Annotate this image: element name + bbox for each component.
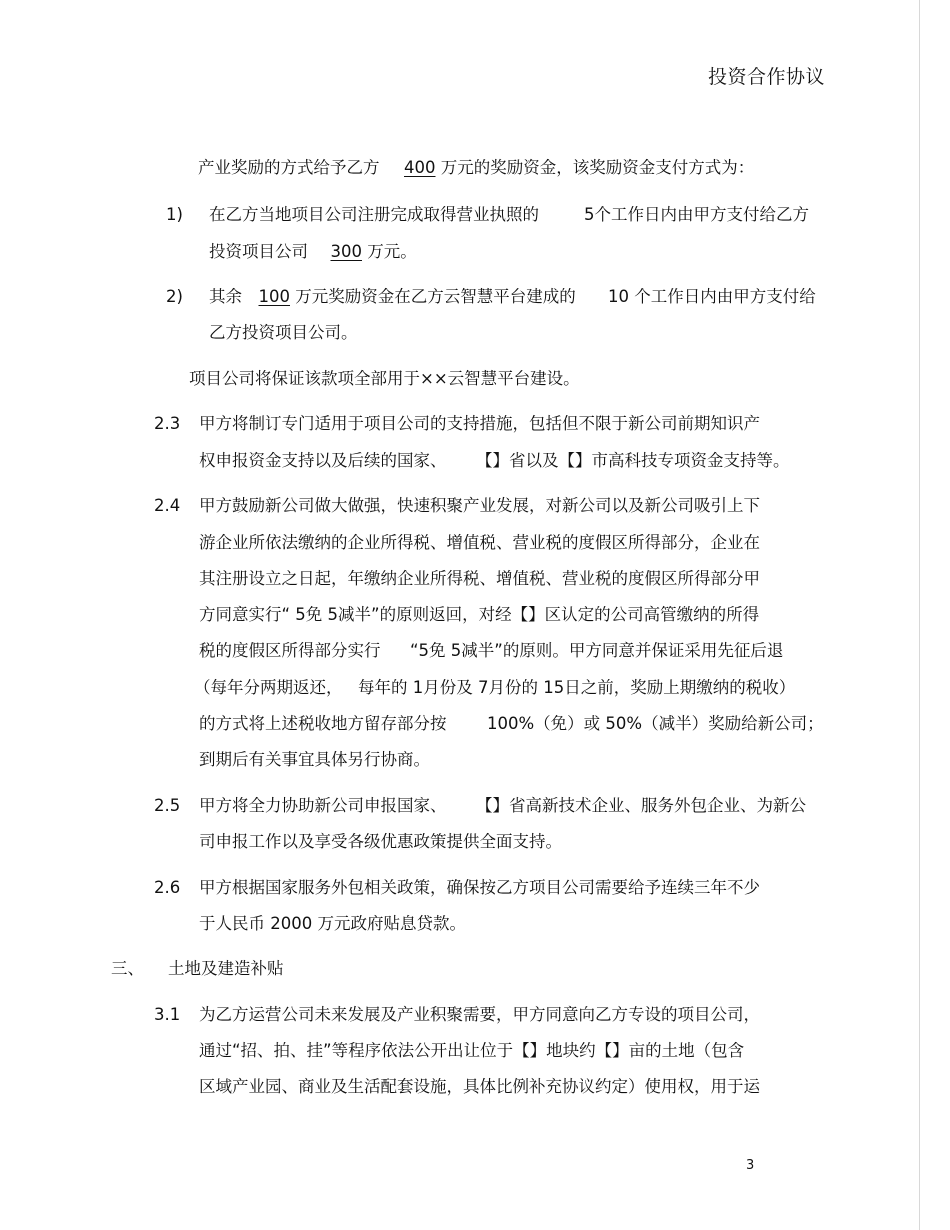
item-1-line2-post: 万元。 bbox=[367, 242, 417, 261]
page-right-edge bbox=[919, 0, 950, 1230]
page-number: 3 bbox=[746, 1158, 755, 1173]
section-2-4-line5a: 税的度假区所得部分实行 bbox=[199, 641, 381, 660]
document-header-title: 投资合作协议 bbox=[708, 66, 826, 88]
item-2-line2: 乙方投资项目公司。 bbox=[209, 323, 358, 342]
item-1-number: 1) bbox=[166, 205, 183, 224]
section-2-4-line2: 游企业所依法缴纳的企业所得税、增值税、营业税的度假区所得部分，企业在 bbox=[199, 533, 760, 552]
item-1-line2 bbox=[209, 241, 417, 263]
section-3-1-line2: 通过“招、拍、挂”等程序依法公开出让位于【】地块约【】亩的土地（包含 bbox=[199, 1041, 745, 1060]
section-2-4-line7b: 100%（免）或 50%（减半）奖励给新公司； bbox=[487, 714, 824, 733]
item-2-line1-pre: 其余 bbox=[209, 287, 242, 306]
section-2-4-line6b: 每年的 1月份及 7月份的 15日之前，奖励上期缴纳的税收） bbox=[358, 678, 796, 697]
section-3-1-line1: 为乙方运营公司未来发展及产业积聚需要，甲方同意向乙方专设的项目公司， bbox=[199, 1005, 760, 1024]
section-3-1-number: 3.1 bbox=[154, 1005, 181, 1024]
intro-amount: 400 bbox=[404, 158, 436, 177]
section-3-1-line3: 区域产业园、商业及生活配套设施，具体比例补充协议约定）使用权，用于运 bbox=[199, 1077, 760, 1096]
section-2-4-line8: 到期后有关事宜具体另行协商。 bbox=[199, 750, 430, 769]
section-2-3-line2b: 【】省以及【】市高科技专项资金支持等。 bbox=[476, 451, 790, 470]
section-2-3-line1: 甲方将制订专门适用于项目公司的支持措施，包括但不限于新公司前期知识产 bbox=[199, 414, 760, 433]
section-2-4-line6a: （每年分两期返还， bbox=[194, 678, 343, 697]
chapter-3-number: 三、 bbox=[111, 959, 144, 978]
item-1-amount: 300 bbox=[330, 242, 362, 261]
item-2-line1b: 10 个工作日内由甲方支付给 bbox=[608, 287, 816, 306]
intro-line bbox=[198, 157, 754, 179]
section-2-4-line1: 甲方鼓励新公司做大做强，快速积聚产业发展，对新公司以及新公司吸引上下 bbox=[199, 496, 760, 515]
section-2-6-number: 2.6 bbox=[154, 878, 181, 897]
item-1-line1: 在乙方当地项目公司注册完成取得营业执照的 bbox=[209, 205, 539, 224]
item-2-line1-post: 万元奖励资金在乙方云智慧平台建成的 bbox=[295, 287, 576, 306]
item-2-number: 2) bbox=[166, 287, 183, 306]
intro-text-pre: 产业奖励的方式给予乙方 bbox=[198, 158, 380, 177]
section-2-4-line4: 方同意实行“ 5免 5减半”的原则返回，对经【】区认定的公司高管缴纳的所得 bbox=[199, 605, 760, 624]
section-2-4-line7a: 的方式将上述税收地方留存部分按 bbox=[199, 714, 447, 733]
item-2-line1 bbox=[209, 286, 576, 308]
section-2-4-line5b: “5免 5减半”的原则。甲方同意并保证采用先征后退 bbox=[410, 641, 784, 660]
item-2-amount: 100 bbox=[258, 287, 290, 306]
guarantee-line: 项目公司将保证该款项全部用于××云智慧平台建设。 bbox=[189, 369, 580, 388]
section-2-5-line2: 司申报工作以及享受各级优惠政策提供全面支持。 bbox=[199, 832, 562, 851]
chapter-3-title: 土地及建造补贴 bbox=[168, 959, 284, 978]
section-2-6-line1: 甲方根据国家服务外包相关政策，确保按乙方项目公司需要给予连续三年不少 bbox=[199, 878, 760, 897]
section-2-4-number: 2.4 bbox=[154, 496, 181, 515]
item-1-line2-pre: 投资项目公司 bbox=[209, 242, 308, 261]
section-2-5-line1b: 【】省高新技术企业、服务外包企业、为新公 bbox=[476, 796, 806, 815]
section-2-5-number: 2.5 bbox=[154, 796, 181, 815]
item-1-line1b: 5个工作日内由甲方支付给乙方 bbox=[584, 205, 809, 224]
section-2-3-line2a: 权申报资金支持以及后续的国家、 bbox=[199, 451, 447, 470]
section-2-6-line2: 于人民币 2000 万元政府贴息贷款。 bbox=[199, 914, 466, 933]
section-2-3-number: 2.3 bbox=[154, 414, 181, 433]
section-2-5-line1a: 甲方将全力协助新公司申报国家、 bbox=[199, 796, 447, 815]
intro-text-post: 万元的奖励资金，该奖励资金支付方式为： bbox=[440, 158, 755, 177]
section-2-4-line3: 其注册设立之日起，年缴纳企业所得税、增值税、营业税的度假区所得部分甲 bbox=[199, 569, 760, 588]
